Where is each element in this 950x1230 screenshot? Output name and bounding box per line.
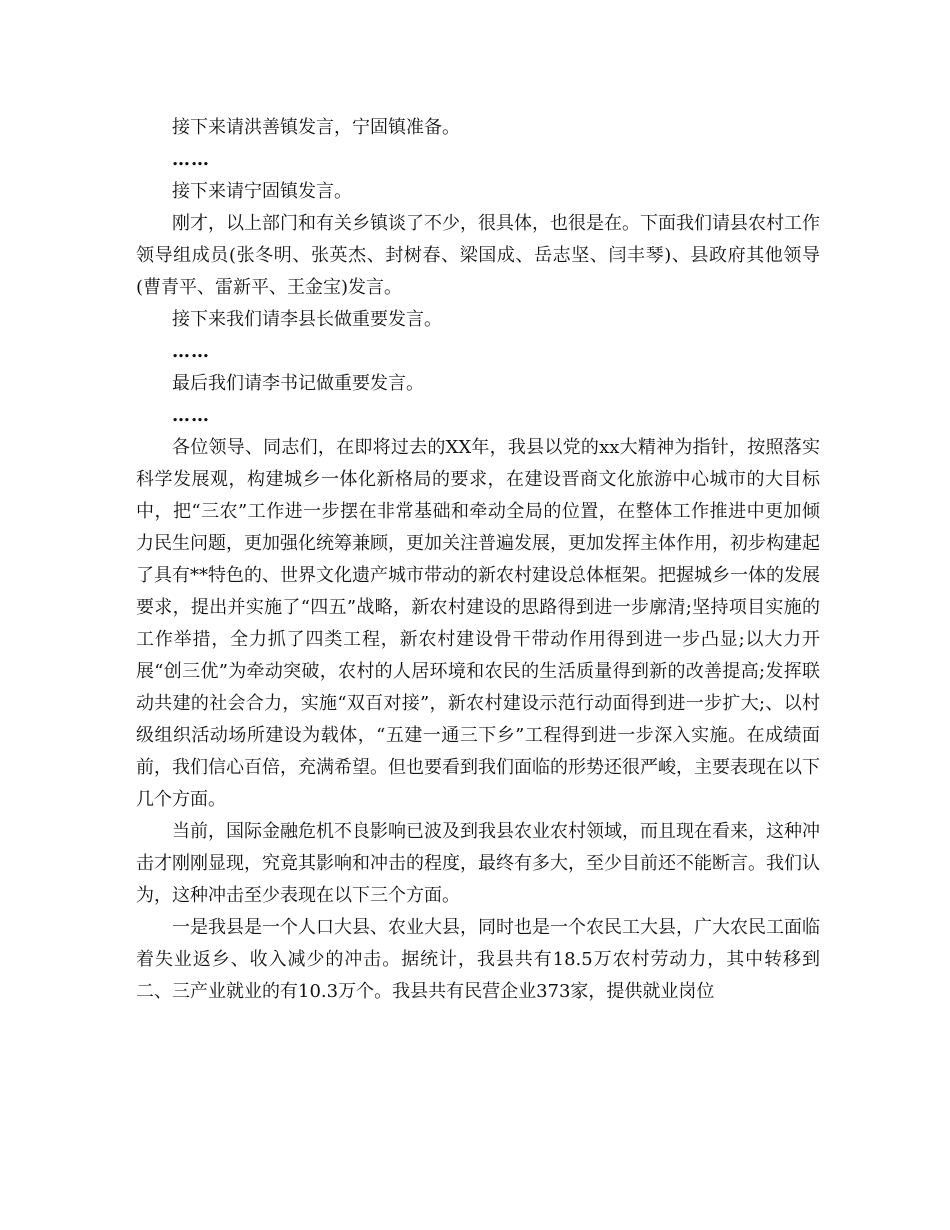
paragraph: 当前，国际金融危机不良影响已波及到我县农业农村领域，而且现在看来，这种冲击才刚刚显现，究竟其影响和冲击的程度，最终有多大，至少目前还不能断言。我们认为，这种冲击至少表现在以下三个方面。: [136, 821, 820, 906]
ellipsis-line: ……: [172, 405, 210, 426]
paragraph: 接下来请宁固镇发言。: [172, 181, 352, 202]
paragraph: 各位领导、同志们，在即将过去的XX年，我县以党的xx大精神为指针，按照落实科学发展观，构建城乡一体化新格局的要求，在建设晋商文化旅游中心城市的大目标中，把“三农”工作进一步摆在非常基础和牵动全局的位置，在整体工作推进中更加倾力民生问题，更加强化统筹兼顾，更加关注普遍发展，更加发挥主体作用，初步构建起了具有**特色的、世界文化遗产城市带动的新农村建设总体框架。把握城乡一体的发展要求，提出并实施了“四五”战略，新农村建设的思路得到进一步廓清;坚持项目实施的工作举措，全力抓了四类工程，新农村建设骨干带动作用得到进一步凸显;以大力开展“创三优”为牵动突破，农村的人居环境和农民的生活质量得到新的改善提高;发挥联动共建的社会合力，实施“双百对接”，新农村建设示范行动面得到进一步扩大;、以村级组织活动场所建设为载体，“五建一通三下乡”工程得到进一步深入实施。在成绩面前，我们信心百倍，充满希望。但也要看到我们面临的形势还很严峻，主要表现在以下几个方面。: [136, 437, 820, 810]
ellipsis-line: ……: [172, 149, 210, 170]
ellipsis-line: ……: [172, 341, 210, 362]
paragraph: 接下来请洪善镇发言，宁固镇准备。: [172, 117, 460, 138]
paragraph: 最后我们请李书记做重要发言。: [172, 373, 424, 394]
paragraph: 一是我县是一个人口大县、农业大县，同时也是一个农民工大县，广大农民工面临着失业返乡、收入减少的冲击。据统计，我县共有18.5万农村劳动力，其中转移到二、三产业就业的有10.3万个。我县共有民营企业373家，提供就业岗位: [136, 917, 820, 1002]
paragraph: 刚才，以上部门和有关乡镇谈了不少，很具体，也很是在。下面我们请县农村工作领导组成员(张冬明、张英杰、封树春、梁国成、岳志坚、闫丰琴)、县政府其他领导(曹青平、雷新平、王金宝)发言。: [136, 213, 820, 298]
document-page: [136, 112, 820, 1008]
paragraph: 接下来我们请李县长做重要发言。: [172, 309, 442, 330]
